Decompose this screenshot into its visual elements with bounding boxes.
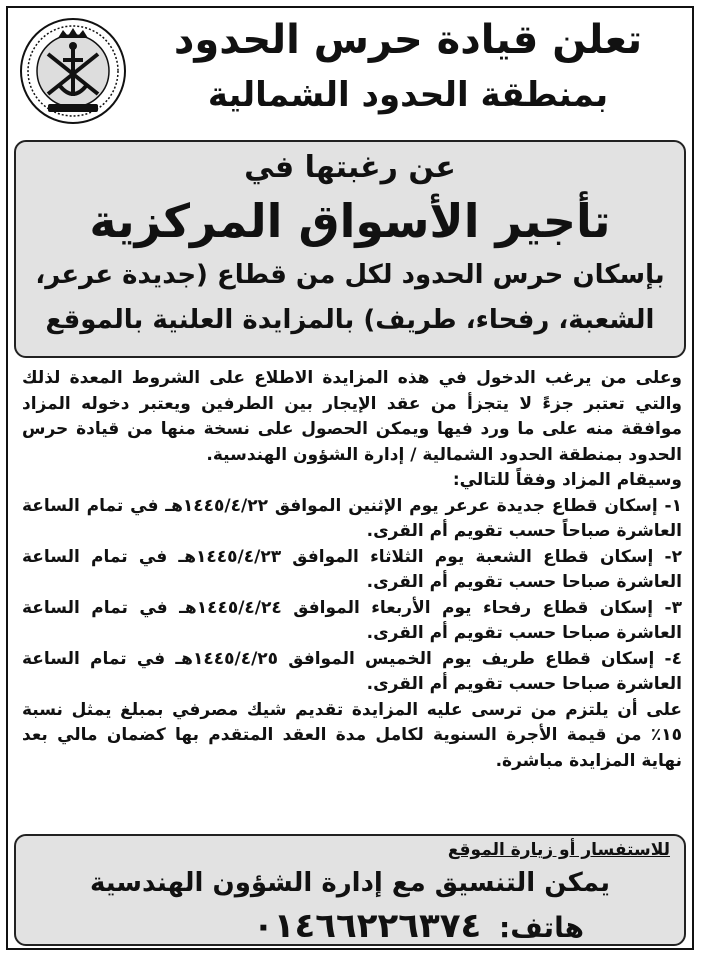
coordination-text: يمكن التنسيق مع إدارة الشؤون الهندسية: [90, 868, 610, 898]
announcement-title: تعلن قيادة حرس الحدود: [173, 17, 643, 63]
announcement-page: [6, 6, 694, 950]
inquiry-label: للاستفسار أو زيارة الموقع: [447, 840, 670, 860]
schedule-item: ٣- إسكان قطاع رفحاء يوم الأربعاء الموافق ١٤٤٥/٤/٢٤هـ في تمام الساعة العاشرة صباحا حسب تقويم أم القرى.: [22, 597, 682, 643]
announcement-line-1: عن رغبتها في: [244, 150, 456, 185]
announcement-line-3: بإسكان حرس الحدود لكل من قطاع (جديدة عرعر،: [35, 260, 665, 290]
announcement-headline: تأجير الأسواق المركزية: [89, 194, 611, 248]
phone-number: ٠١٤٦٦٢٢٦٣٧٤: [252, 906, 482, 946]
terms-body: [22, 366, 682, 826]
announcement-box: [14, 140, 686, 358]
header: [8, 8, 692, 136]
announcement-subtitle: بمنطقة الحدود الشمالية: [207, 75, 609, 115]
border-guard-emblem-icon: [18, 16, 128, 126]
phone-label: هاتف:: [499, 911, 584, 944]
contact-box: [14, 834, 686, 946]
phone-line: [253, 906, 584, 946]
schedule-item: ٢- إسكان قطاع الشعبة يوم الثلاثاء الموافق ١٤٤٥/٤/٢٣هـ في تمام الساعة العاشرة صباحا حسب تقويم أم القرى.: [22, 546, 682, 592]
schedule-item: ٤- إسكان قطاع طريف يوم الخميس الموافق ١٤٤٥/٤/٢٥هـ في تمام الساعة العاشرة صباحا حسب تقويم أم القرى.: [22, 648, 682, 694]
closing-paragraph: على أن يلتزم من ترسى عليه المزايدة تقديم شيك مصرفي بمبلغ يمثل نسبة ١٥٪ من قيمة الأجرة السنوية لكامل مدة العقد المتقدم بها كضمان مالي بعد نهاية المزايدة مباشرة.: [22, 699, 682, 771]
intro-paragraph: وعلى من يرغب الدخول في هذه المزايدة الاطلاع على الشروط المعدة لذلك والتي تعتبر جزءً لا يتجزأ من عقد الإيجار بين الطرفين ويعتبر دخوله المزاد موافقة منه على ما ورد فيها ويمكن الحصول على نسخة منها من قيادة حرس الحدود بمنطقة الحدود الشمالية / إدارة الشؤون الهندسية.: [22, 368, 682, 465]
announcement-line-4: الشعبة، رفحاء، طريف) بالمزايدة العلنية بالموقع: [45, 305, 655, 335]
schedule-intro: وسيقام المزاد وفقاً للتالي:: [452, 470, 682, 490]
schedule-item: ١- إسكان قطاع جديدة عرعر يوم الإثنين الموافق ١٤٤٥/٤/٢٢هـ في تمام الساعة العاشرة صباحاً حسب تقويم أم القرى.: [22, 495, 682, 541]
